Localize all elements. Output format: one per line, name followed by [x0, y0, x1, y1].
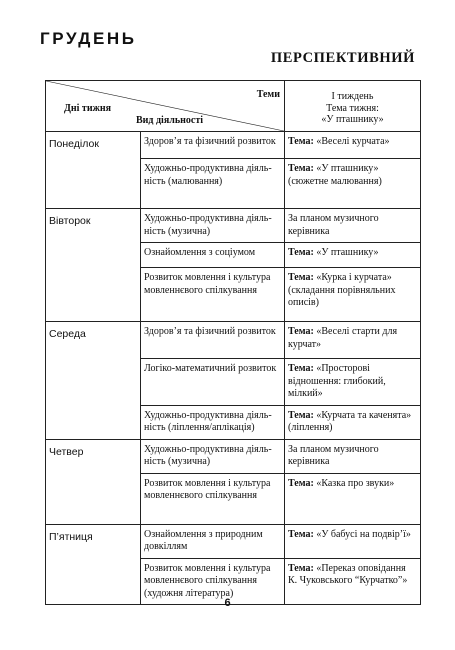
header-week-line3: «У пташнику» — [321, 114, 384, 125]
day-tuesday: Вівторок — [46, 209, 141, 322]
topic-text: За планом музичного керівника — [288, 213, 379, 237]
topic-text: «У пташнику» — [313, 247, 379, 258]
day-thursday: Четвер — [46, 439, 141, 524]
activity-cell: Художньо-продуктивна діяльність (малювання) — [141, 159, 285, 209]
topic-cell — [285, 268, 421, 322]
header-themes-label: Теми — [256, 89, 280, 100]
topic-text: «Курчата та каченята» (ліплення) — [288, 409, 412, 433]
topic-text: «Веселі курчата» — [313, 136, 390, 147]
activity-cell: Художньо-продуктивна діяльність (ліплення/аплікація) — [141, 405, 285, 439]
topic-cell — [285, 209, 421, 243]
activity-cell: Художньо-продуктивна діяльність (музична) — [141, 439, 285, 473]
topic-text: «Курка і курчата» (складання порівняльних описів) — [288, 272, 396, 308]
topic-cell — [285, 322, 421, 359]
topic-cell — [285, 405, 421, 439]
topic-label: Тема: — [288, 326, 314, 337]
page-title: ГРУДЕНЬ — [40, 29, 137, 48]
topic-cell — [285, 439, 421, 473]
topic-cell — [285, 132, 421, 159]
topic-label: Тема: — [288, 562, 314, 574]
page-number: 6 — [224, 597, 231, 609]
topic-cell — [285, 524, 421, 558]
activity-cell: Розвиток мовлення і культура мовленнєвого спілкування — [141, 473, 285, 524]
header-diagonal-cell — [46, 81, 285, 132]
topic-text: «Переказ оповідання К. Чуковського “Курчатко”» — [288, 562, 408, 586]
activity-cell: Здоров’я та фізичний розвиток — [141, 322, 285, 359]
topic-text: «Просторові відношення: глибокий, мілкий» — [288, 363, 386, 399]
plan-title: ПЕРСПЕКТИВНИЙ — [270, 50, 415, 66]
topic-text: «У пташнику» (сюжетне малювання) — [288, 163, 382, 187]
plan-table — [45, 80, 421, 605]
topic-cell — [285, 243, 421, 268]
table-row — [46, 524, 421, 558]
topic-label: Тема: — [288, 363, 314, 374]
topic-text: «Веселі старти для курчат» — [288, 326, 398, 350]
topic-label: Тема: — [288, 272, 314, 283]
table-row — [46, 132, 421, 159]
topic-label: Тема: — [288, 163, 314, 174]
topic-text: «Казка про звуки» — [313, 477, 395, 489]
topic-label: Тема: — [288, 136, 314, 147]
activity-cell: Ознайомлення з природним довкіллям — [141, 524, 285, 558]
activity-cell: Ознайомлення з соціумом — [141, 243, 285, 268]
topic-label: Тема: — [288, 528, 314, 540]
day-friday: П’ятниця — [46, 524, 141, 605]
topic-cell — [285, 159, 421, 209]
topic-cell — [285, 473, 421, 524]
activity-cell: Розвиток мовлення і культура мовленнєвого спілкування (художня література) — [141, 558, 285, 605]
activity-cell: Розвиток мовлення і культура мовленнєвого спілкування — [141, 268, 285, 322]
activity-cell: Логіко-математичний розвиток — [141, 359, 285, 406]
table-row — [46, 209, 421, 243]
topic-text: За планом музичного керівника — [288, 443, 379, 467]
activity-cell: Художньо-продуктивна діяльність (музична) — [141, 209, 285, 243]
topic-label: Тема: — [288, 247, 314, 258]
header-week-cell — [285, 81, 421, 132]
header-days-label: Дні тижня — [64, 103, 112, 114]
day-wednesday: Середа — [46, 322, 141, 440]
table-header-row — [46, 81, 421, 132]
header-week-line2: Тема тижня: — [326, 102, 379, 114]
topic-cell — [285, 359, 421, 406]
topic-text: «У бабусі на подвір’ї» — [313, 528, 411, 540]
activity-cell: Здоров’я та фізичний розвиток — [141, 132, 285, 159]
day-monday: Понеділок — [46, 132, 141, 209]
table-row — [46, 439, 421, 473]
header-activity-label: Вид діяльності — [136, 115, 204, 126]
topic-label: Тема: — [288, 477, 314, 489]
header-week-line1: І тиждень — [331, 91, 374, 102]
table-row — [46, 322, 421, 359]
topic-label: Тема: — [288, 409, 314, 421]
